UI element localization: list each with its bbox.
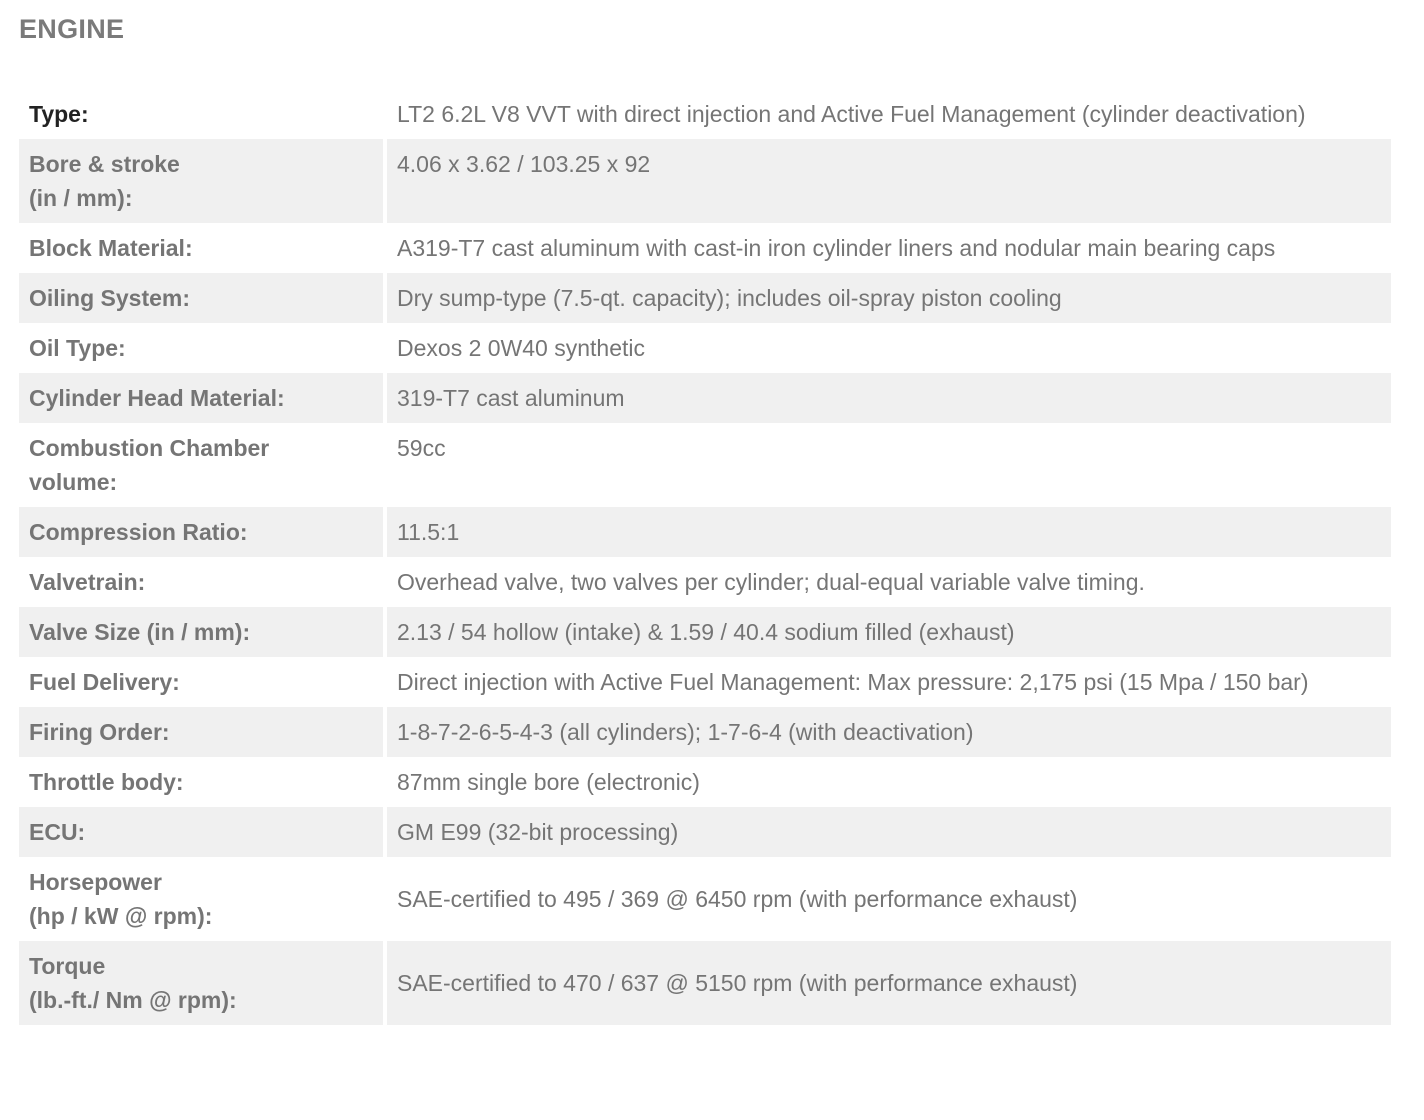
spec-value: A319-T7 cast aluminum with cast-in iron cylinder liners and nodular main bearing caps <box>397 235 1276 261</box>
spec-value: 2.13 / 54 hollow (intake) & 1.59 / 40.4 sodium filled (exhaust) <box>387 607 1391 657</box>
spec-row-horsepower <box>19 857 1391 941</box>
spec-row-type <box>19 89 1391 139</box>
spec-value: Dry sump-type (7.5-qt. capacity); includes oil-spray piston cooling <box>387 273 1391 323</box>
spec-value: LT2 6.2L V8 VVT with direct injection and Active Fuel Management (cylinder deactivation) <box>397 101 1306 127</box>
spec-label: Block Material: <box>19 223 387 273</box>
spec-row-throttle-body <box>19 757 1391 807</box>
spec-row-firing-order <box>19 707 1391 757</box>
spec-value: 1-8-7-2-6-5-4-3 (all cylinders); 1-7-6-4 (with deactivation) <box>387 707 1391 757</box>
spec-row-valvetrain <box>19 557 1391 607</box>
spec-label: Valve Size (in / mm): <box>19 607 387 657</box>
spec-row-torque <box>19 941 1391 1025</box>
spec-value: Overhead valve, two valves per cylinder; dual-equal variable valve timing. <box>397 569 1145 595</box>
spec-label: Cylinder Head Material: <box>19 373 387 423</box>
spec-value: 87mm single bore (electronic) <box>397 769 700 795</box>
spec-label: Oiling System: <box>19 273 387 323</box>
spec-value: 4.06 x 3.62 / 103.25 x 92 <box>387 139 1391 223</box>
spec-label: Type: <box>19 89 387 139</box>
spec-label: ECU: <box>19 807 387 857</box>
spec-value: GM E99 (32-bit processing) <box>387 807 1391 857</box>
spec-label-line: Torque <box>29 953 106 979</box>
spec-label: Throttle body: <box>19 757 387 807</box>
spec-label <box>19 857 387 941</box>
spec-label <box>19 139 387 223</box>
spec-label-line: Horsepower <box>29 869 162 895</box>
spec-label-line: volume: <box>29 469 118 495</box>
spec-label-line: (lb.-ft./ Nm @ rpm): <box>29 987 237 1013</box>
spec-value: SAE-certified to 495 / 369 @ 6450 rpm (with performance exhaust) <box>397 886 1078 912</box>
spec-value: SAE-certified to 470 / 637 @ 5150 rpm (with performance exhaust) <box>387 941 1391 1025</box>
spec-row-bore-stroke <box>19 139 1391 223</box>
spec-label <box>19 423 387 507</box>
spec-label-line: Bore & stroke <box>29 151 180 177</box>
spec-value: Direct injection with Active Fuel Management: Max pressure: 2,175 psi (15 Mpa / 150 bar) <box>397 669 1309 695</box>
engine-spec-table <box>19 89 1391 1025</box>
spec-row-block-material <box>19 223 1391 273</box>
spec-row-compression-ratio <box>19 507 1391 557</box>
spec-row-combustion-chamber <box>19 423 1391 507</box>
spec-label: Firing Order: <box>19 707 387 757</box>
spec-value: Dexos 2 0W40 synthetic <box>397 335 646 361</box>
spec-label: Valvetrain: <box>19 557 387 607</box>
spec-label-line: Combustion Chamber <box>29 435 270 461</box>
spec-row-valve-size <box>19 607 1391 657</box>
spec-label: Compression Ratio: <box>19 507 387 557</box>
spec-label-line: (in / mm): <box>29 185 133 211</box>
spec-label: Fuel Delivery: <box>19 657 387 707</box>
spec-row-fuel-delivery <box>19 657 1391 707</box>
section-title: ENGINE <box>19 14 125 44</box>
spec-label: Oil Type: <box>19 323 387 373</box>
spec-label-line: (hp / kW @ rpm): <box>29 903 213 929</box>
spec-label <box>19 941 387 1025</box>
spec-value: 319-T7 cast aluminum <box>387 373 1391 423</box>
spec-value: 59cc <box>397 435 446 461</box>
spec-row-oiling-system <box>19 273 1391 323</box>
spec-row-cylinder-head <box>19 373 1391 423</box>
spec-value: 11.5:1 <box>387 507 1391 557</box>
spec-row-oil-type <box>19 323 1391 373</box>
spec-row-ecu <box>19 807 1391 857</box>
